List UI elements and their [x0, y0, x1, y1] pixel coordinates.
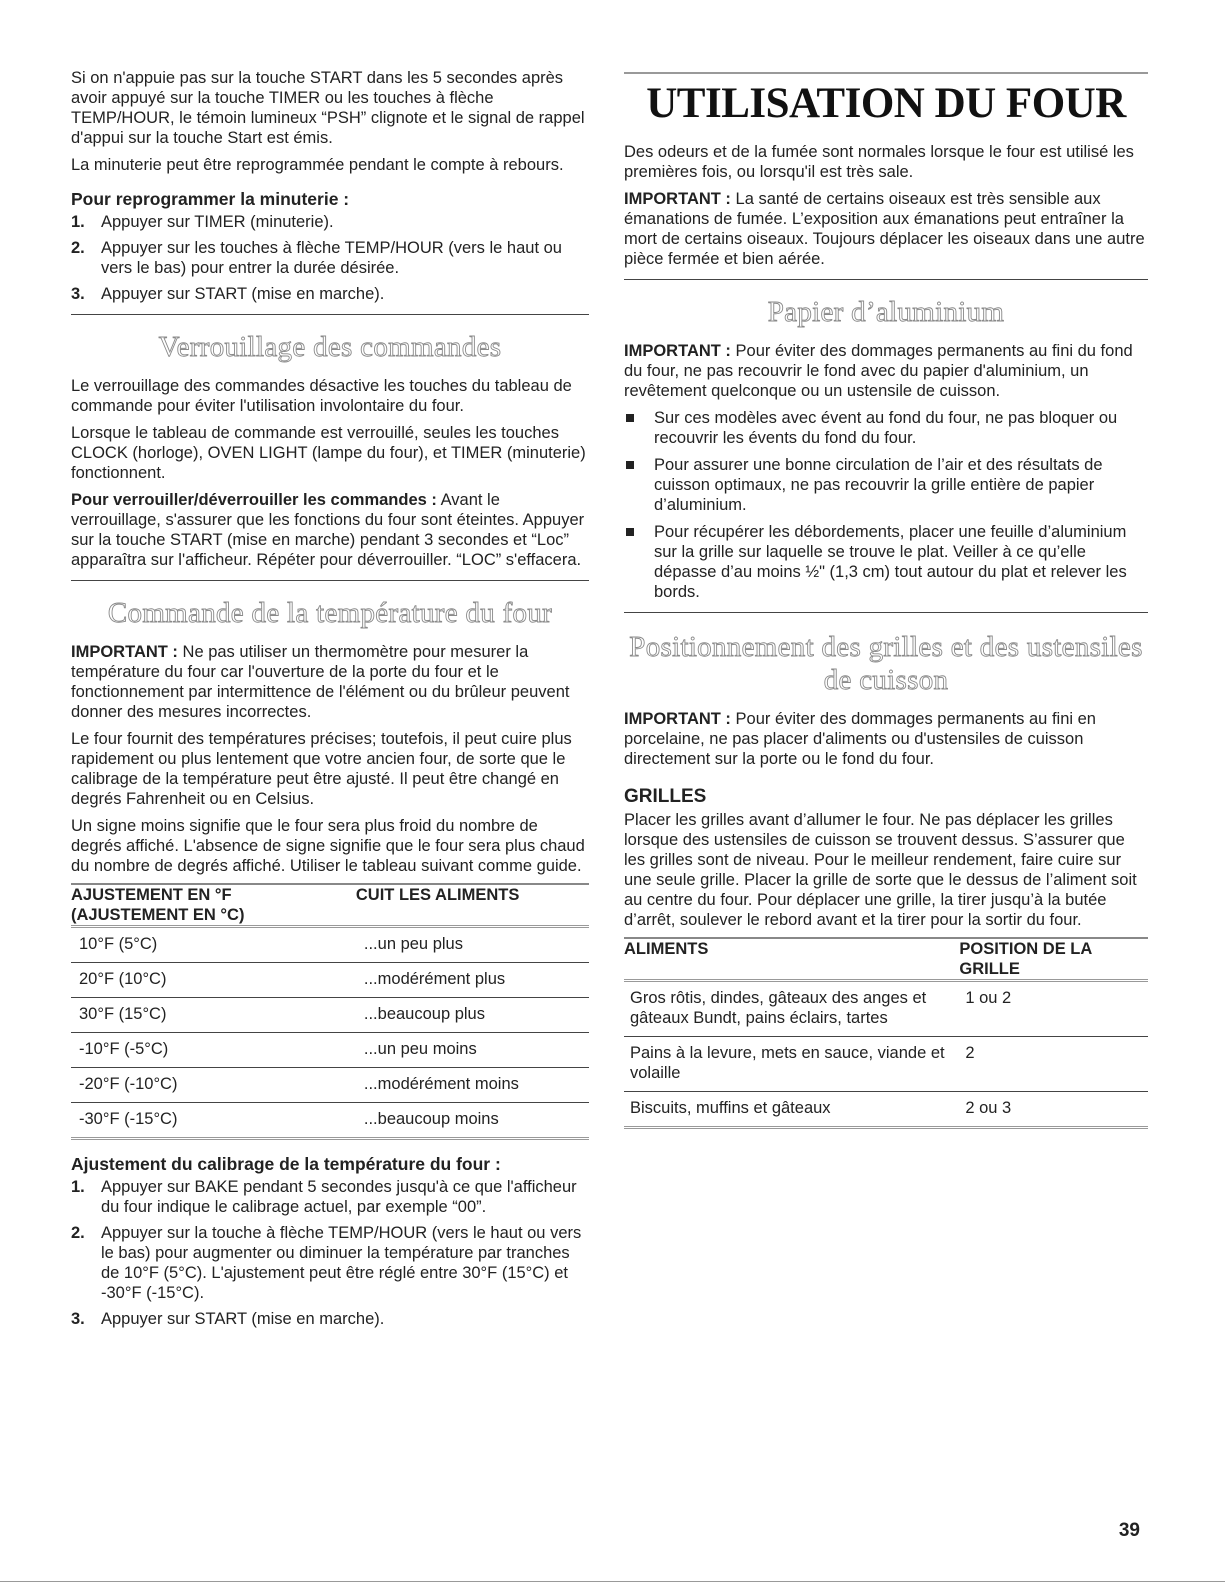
list-item: [624, 522, 1148, 602]
list-item: [71, 1309, 589, 1329]
step-number: 1.: [71, 213, 85, 231]
bottom-edge-line: [0, 1581, 1225, 1582]
column-header-rack-position: POSITION DE LA GRILLE: [959, 938, 1148, 981]
control-lock-title: Verrouillage des commandes: [158, 331, 502, 363]
list-item: [71, 212, 589, 232]
cell-adjustment: -10°F (-5°C): [71, 1033, 356, 1068]
divider: [624, 612, 1148, 613]
calibration-table: [71, 883, 589, 1140]
table-row: [71, 1103, 589, 1139]
aluminum-important-paragraph: [624, 341, 1148, 401]
table-row: [624, 981, 1148, 1037]
cell-adjustment: 20°F (10°C): [71, 963, 356, 998]
square-bullet-icon: [626, 528, 634, 536]
racks-heading: GRILLES: [624, 786, 707, 807]
cell-adjustment: 10°F (5°C): [71, 927, 356, 963]
cell-adjustment: -20°F (-10°C): [71, 1068, 356, 1103]
step-text: Appuyer sur BAKE pendant 5 secondes jusqu'à ce que l'afficheur du four indique le calibrage actuel, par exemple “00”.: [101, 1178, 577, 1216]
table-row: [71, 1033, 589, 1068]
cell-position: 2 ou 3: [959, 1092, 1148, 1128]
lock-paragraph-1: Le verrouillage des commandes désactive les touches du tableau de commande pour éviter l'utilisation involontaire du four.: [71, 377, 572, 415]
rack-positioning-title: Positionnement des grilles et des ustensiles de cuisson: [629, 631, 1143, 696]
important-text: Ne pas utiliser un thermomètre pour mesurer la température du four car l'ouverture de la porte du four et le fonctionnement par intermittence de l'élément ou du brûleur peuvent donner des mesures incorrectes.: [71, 643, 570, 721]
list-item: [624, 408, 1148, 448]
square-bullet-icon: [626, 414, 634, 422]
column-header-adjustment: AJUSTEMENT EN °F (AJUSTEMENT EN °C): [71, 884, 356, 927]
cell-adjustment: -30°F (-15°C): [71, 1103, 356, 1139]
important-label: IMPORTANT :: [624, 342, 731, 360]
important-text: Pour éviter des dommages permanents au fini en porcelaine, ne pas placer d'aliments ou d'ustensiles de cuisson directement sur la porte ou le fond du four.: [624, 710, 1096, 768]
page-number: 39: [1118, 1520, 1140, 1541]
list-item: [624, 455, 1148, 515]
right-column: [624, 72, 1148, 1135]
reprogram-timer-heading: Pour reprogrammer la minuterie :: [71, 189, 350, 209]
table-header-row: [71, 884, 589, 927]
list-item: [71, 1177, 589, 1217]
step-text: Appuyer sur la touche à flèche TEMP/HOUR (vers le haut ou vers le bas) pour augmenter ou diminuer la température par tranches de 10°F (5°C). L'ajustement peut être réglé entre 30°F (15°C) et -30°F (-15°C).: [101, 1224, 582, 1302]
square-bullet-icon: [626, 461, 634, 469]
rack-important-paragraph: [624, 709, 1148, 769]
cell-result: ...beaucoup moins: [356, 1103, 589, 1139]
step-number: 3.: [71, 1310, 85, 1328]
bullet-text: Pour assurer une bonne circulation de l’air et des résultats de cuisson optimaux, ne pas recouvrir la grille entière de papier d’aluminium.: [654, 456, 1103, 514]
step-text: Appuyer sur START (mise en marche).: [101, 285, 385, 303]
important-label: IMPORTANT :: [71, 643, 178, 661]
calibration-heading: Ajustement du calibrage de la température du four :: [71, 1154, 501, 1174]
list-item: [71, 284, 589, 304]
table-row: [71, 963, 589, 998]
step-number: 2.: [71, 239, 85, 257]
lock-paragraph-2: Lorsque le tableau de commande est verrouillé, seules les touches CLOCK (horloge), OVEN LIGHT (lampe du four), et TIMER (minuterie) fonctionnent.: [71, 424, 586, 482]
table-header-row: [624, 938, 1148, 981]
top-rule: [624, 72, 1148, 74]
step-text: Appuyer sur START (mise en marche).: [101, 1310, 385, 1328]
column-header-foods: ALIMENTS: [624, 938, 959, 981]
aluminum-foil-title: Papier d’aluminium: [767, 296, 1005, 328]
lock-instruction-label: Pour verrouiller/déverrouiller les commandes :: [71, 491, 437, 509]
step-number: 2.: [71, 1224, 85, 1242]
table-row: [71, 1068, 589, 1103]
racks-paragraph: Placer les grilles avant d’allumer le four. Ne pas déplacer les grilles lorsque des ustensiles de cuisson se trouvent dessus. S’assurer que les grilles sont de niveau. Pour le meilleur rendement, faire cuire sur une seule grille. Placer la grille de sorte que le dessus de l’aliment soit au centre du four. Pour déplacer une grille, la tirer jusqu’à la butée d’arrêt, soulever le rebord avant et la tirer pour la sortir du four.: [624, 811, 1137, 929]
cell-result: ...modérément plus: [356, 963, 589, 998]
cell-position: 1 ou 2: [959, 981, 1148, 1037]
cell-food: Pains à la levure, mets en sauce, viande et volaille: [624, 1037, 959, 1092]
rack-position-table: [624, 937, 1148, 1129]
divider: [71, 314, 589, 315]
table-row: [71, 927, 589, 963]
lock-instruction-text: Avant le verrouillage, s'assurer que les fonctions du four sont éteintes. Appuyer sur la touche START (mise en marche) pendant 3 secondes et “Loc” apparaîtra sur l'afficheur. Répéter pour déverrouiller. “LOC” s'effacera.: [71, 491, 585, 569]
important-text: Pour éviter des dommages permanents au fini du fond du four, ne pas recouvrir le fond avec du papier d'aluminium, un revêtement quelconque ou un ustensile de cuisson.: [624, 342, 1133, 400]
cell-result: ...beaucoup plus: [356, 998, 589, 1033]
left-column: [71, 68, 589, 1335]
calibration-steps-list: [71, 1177, 589, 1329]
important-label: IMPORTANT :: [624, 710, 731, 728]
cell-food: Gros rôtis, dindes, gâteaux des anges et gâteaux Bundt, pains éclairs, tartes: [624, 981, 959, 1037]
column-header-result: CUIT LES ALIMENTS: [356, 884, 589, 927]
aluminum-bullet-list: [624, 408, 1148, 602]
important-label: IMPORTANT :: [624, 190, 731, 208]
temp-paragraph-2: Le four fournit des températures précises; toutefois, il peut cuire plus rapidement ou plus lentement que votre ancien four, de sorte que le calibrage de la température peut être ajusté. Il peut être changé en degrés Fahrenheit ou en Celsius.: [71, 730, 572, 808]
cell-food: Biscuits, muffins et gâteaux: [624, 1092, 959, 1128]
step-text: Appuyer sur les touches à flèche TEMP/HOUR (vers le haut ou vers le bas) pour entrer la durée désirée.: [101, 239, 562, 277]
cell-position: 2: [959, 1037, 1148, 1092]
step-number: 3.: [71, 285, 85, 303]
oven-use-paragraph-1: Des odeurs et de la fumée sont normales lorsque le four est utilisé les premières fois, ou lorsqu'il est très sale.: [624, 143, 1134, 181]
temperature-control-title: Commande de la température du four: [107, 597, 553, 629]
temp-important-paragraph: [71, 642, 589, 722]
birds-warning-paragraph: [624, 189, 1148, 269]
bullet-text: Pour récupérer les débordements, placer une feuille d’aluminium sur la grille sur laquelle se trouve le plat. Veiller à ce qu’elle dépasse d’au moins ½" (1,3 cm) tout autour du plat et relever les bords.: [654, 523, 1127, 601]
step-number: 1.: [71, 1178, 85, 1196]
cell-result: ...un peu moins: [356, 1033, 589, 1068]
important-text: La santé de certains oiseaux est très sensible aux émanations de fumée. L’exposition aux émanations peut entraîner la mort de certains oiseaux. Toujours déplacer les oiseaux dans une autre pièce fermée et bien aérée.: [624, 190, 1145, 268]
table-row: [71, 998, 589, 1033]
cell-result: ...un peu plus: [356, 927, 589, 963]
intro-paragraph-1: Si on n'appuie pas sur la touche START dans les 5 secondes après avoir appuyé sur la touche TIMER ou les touches à flèche TEMP/HOUR, le témoin lumineux “PSH” clignote et le signal de rappel d'appui sur la touche Start est émis.: [71, 69, 585, 147]
list-item: [71, 238, 589, 278]
cell-result: ...modérément moins: [356, 1068, 589, 1103]
temp-paragraph-3: Un signe moins signifie que le four sera plus froid du nombre de degrés affiché. L'absence de signe signifie que le four sera plus chaud du nombre de degrés affiché. Utiliser le tableau suivant comme guide.: [71, 817, 585, 875]
table-row: [624, 1092, 1148, 1128]
divider: [624, 279, 1148, 280]
lock-paragraph-3: [71, 490, 589, 570]
intro-paragraph-2: La minuterie peut être reprogrammée pendant le compte à rebours.: [71, 156, 564, 174]
reprogram-steps-list: [71, 212, 589, 304]
page-title: UTILISATION DU FOUR: [646, 80, 1126, 127]
list-item: [71, 1223, 589, 1303]
cell-adjustment: 30°F (15°C): [71, 998, 356, 1033]
bullet-text: Sur ces modèles avec évent au fond du four, ne pas bloquer ou recouvrir les évents du fond du four.: [654, 409, 1118, 447]
divider: [71, 580, 589, 581]
table-row: [624, 1037, 1148, 1092]
step-text: Appuyer sur TIMER (minuterie).: [101, 213, 334, 231]
